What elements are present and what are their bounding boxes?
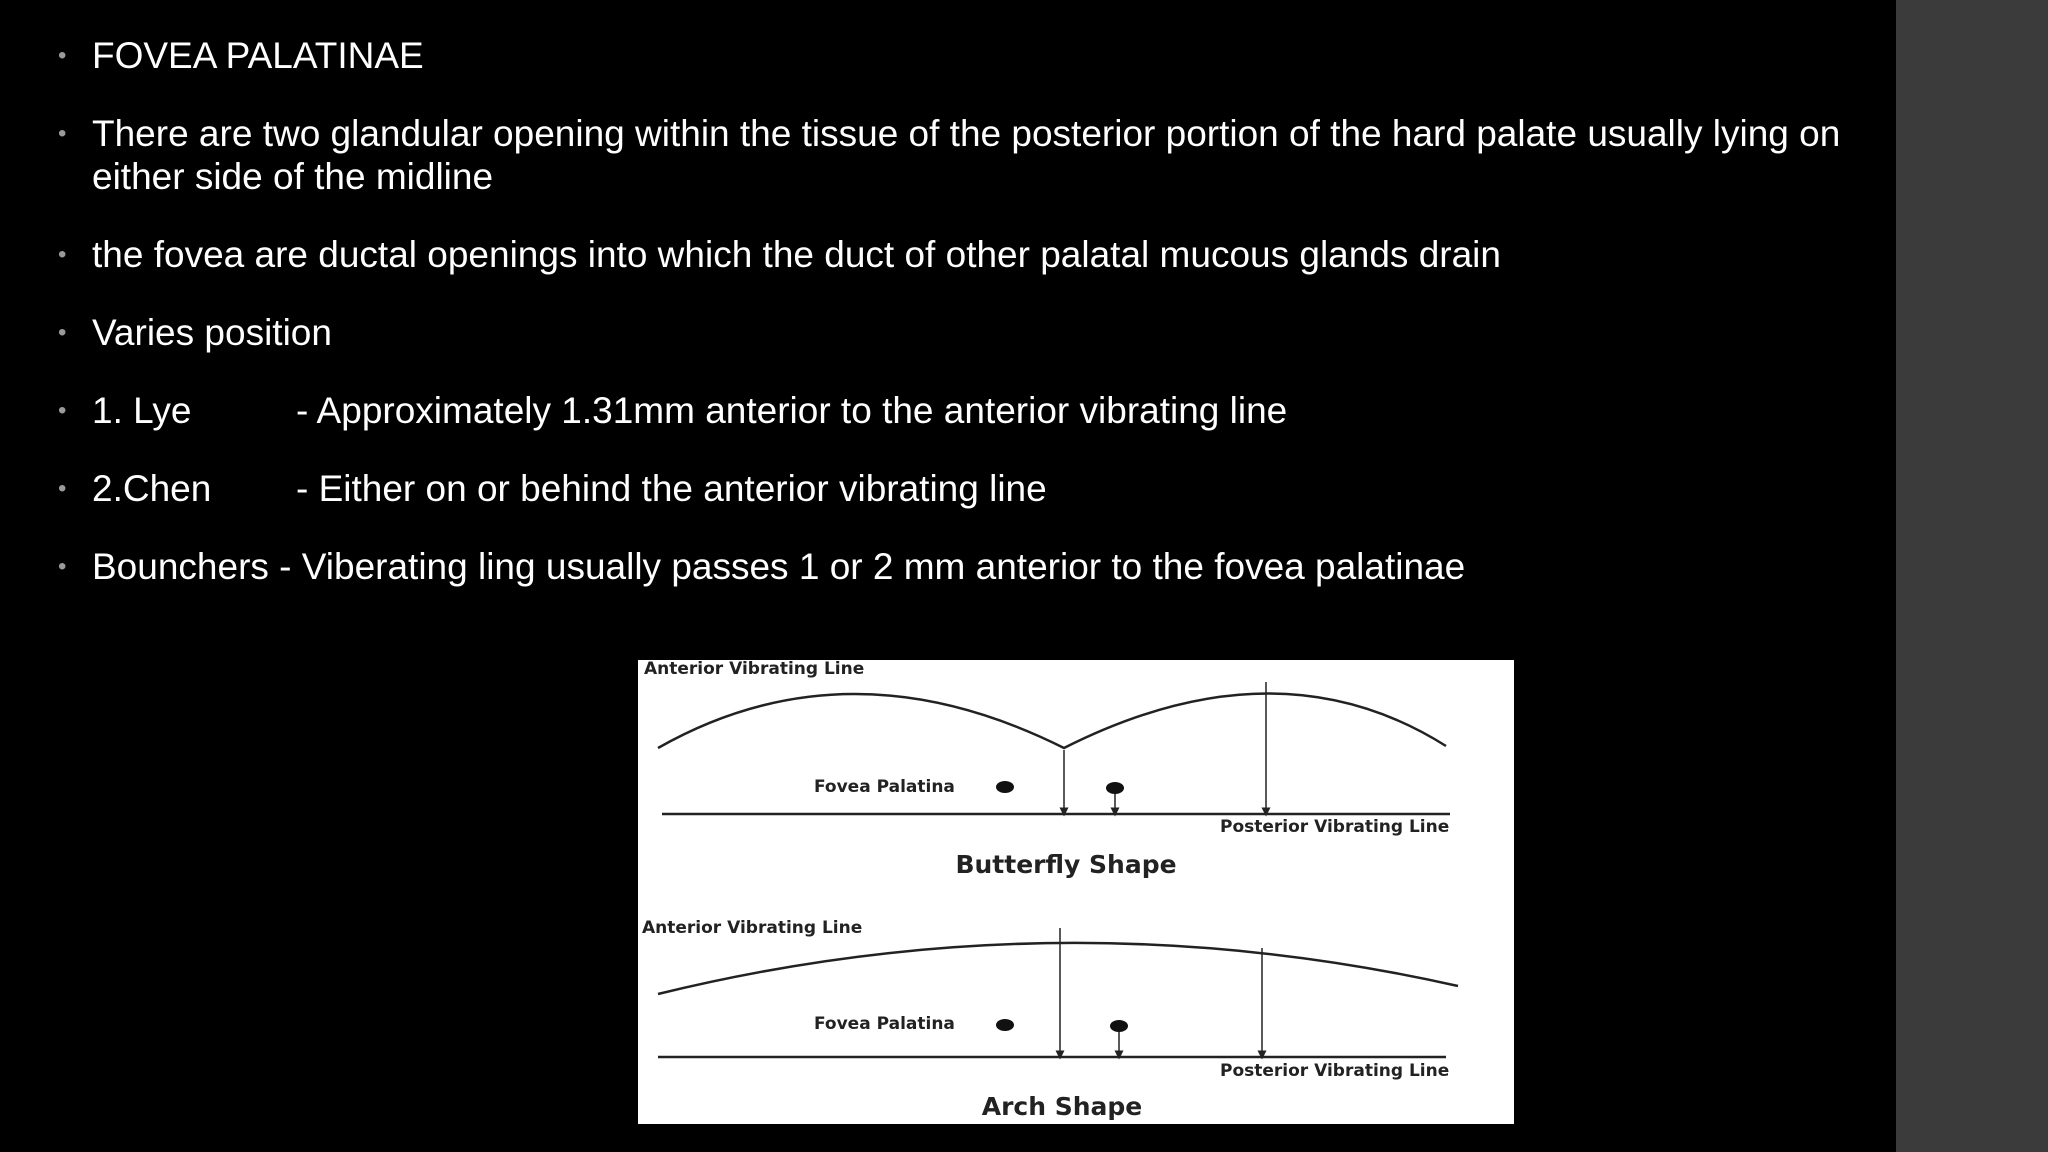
side-panel — [1896, 0, 2048, 1152]
butterfly-anterior-curve — [658, 693, 1446, 748]
arch-fovea-label: Fovea Palatina — [814, 1014, 955, 1034]
bullet-dot-icon: • — [58, 475, 67, 502]
bullet-text: - Either on or behind the anterior vibrating line — [296, 468, 1047, 509]
bullet-list — [58, 34, 1896, 623]
bullet-item — [58, 112, 1896, 198]
butterfly-fovea-label: Fovea Palatina — [814, 777, 955, 797]
bullet-item-lye — [58, 389, 1896, 432]
vibrating-line-diagram — [638, 660, 1514, 1124]
bullet-text: the fovea are ductal openings into which the duct of other palatal mucous glands drain — [92, 234, 1501, 275]
bullet-item-chen — [58, 467, 1896, 510]
bullet-dot-icon: • — [58, 553, 67, 580]
butterfly-fovea-dot — [996, 781, 1014, 793]
bullet-text: There are two glandular opening within the tissue of the posterior portion of the hard palate usually lying on either side of the midline — [92, 113, 1841, 197]
bullet-dot-icon: • — [58, 319, 67, 346]
bullet-term: 1. Lye — [92, 390, 192, 431]
bullet-dot-icon: • — [58, 241, 67, 268]
bullet-text: - Approximately 1.31mm anterior to the anterior vibrating line — [296, 390, 1288, 431]
bullet-dot-icon: • — [58, 397, 67, 424]
bullet-text: Varies position — [92, 312, 332, 353]
butterfly-fovea-marker — [1106, 782, 1124, 794]
diagram-svg — [638, 660, 1514, 1124]
arch-anterior-label: Anterior Vibrating Line — [642, 918, 863, 938]
bullet-text: Bounchers - Viberating ling usually passes 1 or 2 mm anterior to the fovea palatinae — [92, 546, 1466, 587]
butterfly-anterior-label: Anterior Vibrating Line — [644, 660, 865, 679]
bullet-item — [58, 545, 1896, 588]
bullet-item — [58, 311, 1896, 354]
bullet-dot-icon: • — [58, 120, 67, 147]
butterfly-posterior-label: Posterior Vibrating Line — [1220, 817, 1450, 837]
arch-fovea-marker — [1110, 1020, 1128, 1032]
arch-posterior-label: Posterior Vibrating Line — [1220, 1061, 1450, 1081]
butterfly-caption: Butterfly Shape — [955, 850, 1177, 879]
arch-caption: Arch Shape — [981, 1092, 1143, 1121]
bullet-title — [58, 34, 1896, 77]
arch-fovea-dot — [996, 1019, 1014, 1031]
bullet-item — [58, 233, 1896, 276]
arch-anterior-curve — [658, 943, 1458, 994]
bullet-term: 2.Chen — [92, 468, 212, 509]
bullet-dot-icon: • — [58, 42, 67, 69]
bullet-text: FOVEA PALATINAE — [92, 35, 424, 76]
